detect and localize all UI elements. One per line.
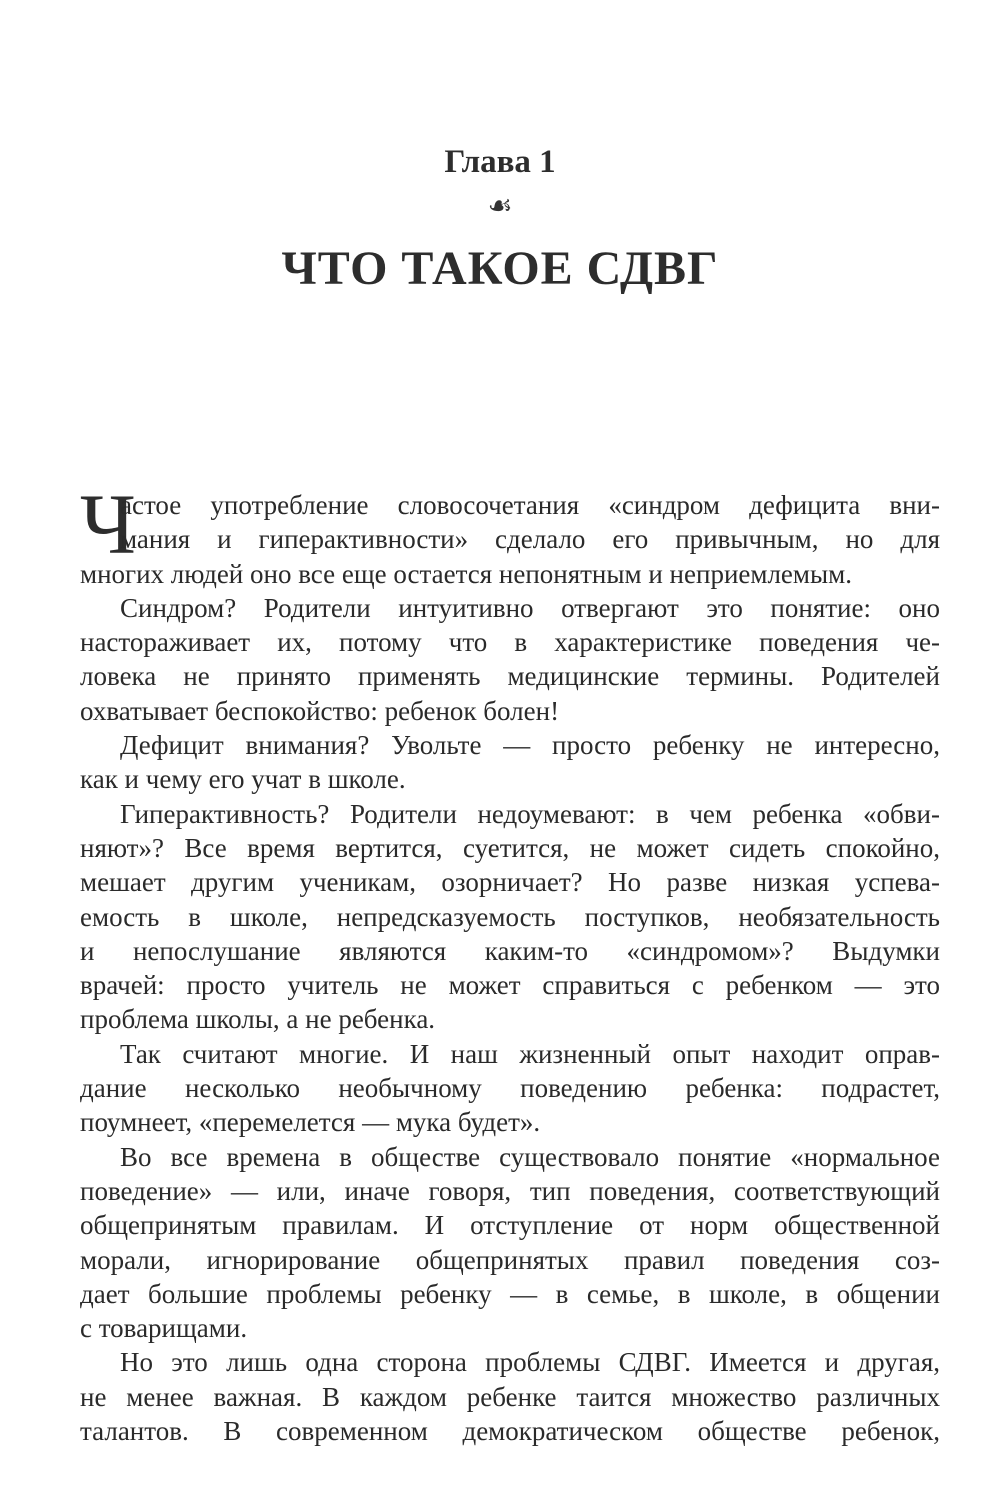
text-line: мания и гиперактивности» сделало его привычным, но для xyxy=(120,524,940,555)
text-line: Во все времена в обществе существовало понятие «нормальное xyxy=(120,1141,940,1172)
text-line: Гиперактивность? Родители недоумевают: в чем ребенка «обви- xyxy=(120,798,940,829)
text-line: морали, игнорирование общепринятых правил поведения соз- xyxy=(80,1244,940,1275)
chapter-title: ЧТО ТАКОЕ СДВГ xyxy=(281,242,719,295)
text-line: емость в школе, непредсказуемость поступков, необязательность xyxy=(80,901,940,932)
chapter-label: Глава 1 xyxy=(444,144,556,180)
text-line: настораживает их, потому что в характеристике поведения че- xyxy=(80,627,940,658)
text-line: талантов. В современном демократическом обществе ребенок, xyxy=(80,1416,940,1447)
text-line: Дефицит внимания? Увольте — просто ребенку не интересно, xyxy=(120,730,940,761)
text-line: общепринятым правилам. И отступление от норм общественной xyxy=(80,1210,940,1241)
text-line: и непослушание являются каким-то «синдромом»? Выдумки xyxy=(80,935,940,966)
text-line: дание несколько необычному поведению ребенка: подрастет, xyxy=(80,1073,940,1104)
text-line: Так считают многие. И наш жизненный опыт находит оправ- xyxy=(120,1038,940,1069)
text-line: многих людей оно все еще остается непонятным и неприемлемым. xyxy=(80,558,852,589)
fleuron-ornament-icon: ☙ xyxy=(487,191,513,222)
text-line: поведение» — или, иначе говоря, тип поведения, соответствующий xyxy=(80,1175,940,1206)
text-line: не менее важная. В каждом ребенке таится множество различных xyxy=(80,1381,940,1412)
text-line: как и чему его учат в школе. xyxy=(80,764,406,795)
text-line: астое употребление словосочетания «синдром дефицита вни- xyxy=(120,490,940,520)
text-line: с товарищами. xyxy=(80,1313,248,1344)
text-line: ловека не принято применять медицинские термины. Родителей xyxy=(80,661,940,692)
body-text xyxy=(80,476,940,1448)
text-line: охватывает беспокойство: ребенок болен! xyxy=(80,695,560,726)
drop-cap: Ч xyxy=(80,476,136,572)
text-line: врачей: просто учитель не может справиться с ребенком — это xyxy=(80,970,940,1001)
text-line: проблема школы, а не ребенка. xyxy=(80,1004,436,1035)
text-line: няют»? Все время вертится, суетится, не может сидеть спокойно, xyxy=(80,832,940,863)
text-line: мешает другим ученикам, озорничает? Но разве низкая успева- xyxy=(80,867,940,898)
text-line: поумнеет, «перемелется — мука будет». xyxy=(80,1107,541,1138)
text-line: Синдром? Родители интуитивно отвергают это понятие: оно xyxy=(120,592,940,623)
text-line: Но это лишь одна сторона проблемы СДВГ. Имеется и другая, xyxy=(120,1347,940,1378)
text-line: дает большие проблемы ребенку — в семье, в школе, в общении xyxy=(80,1278,940,1309)
